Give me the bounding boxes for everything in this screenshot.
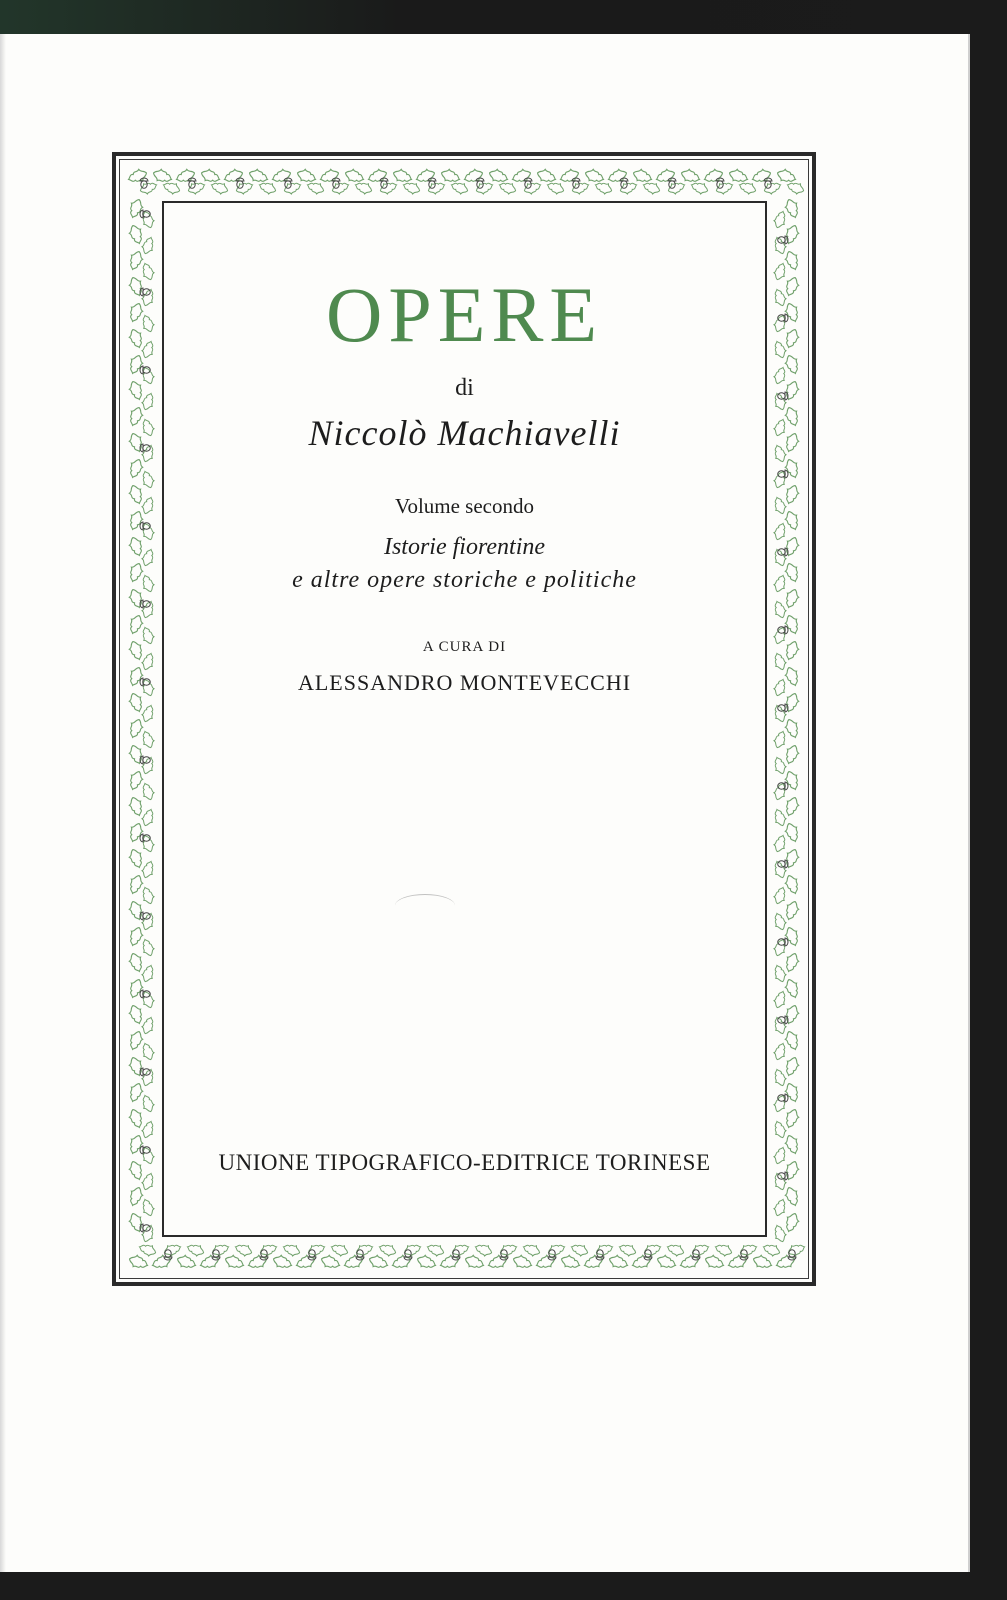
author-name: Niccolò Machiavelli (308, 413, 621, 453)
editor-name: ALESSANDRO MONTEVECCHI (297, 670, 632, 695)
subtitle-line-2: e altre opere storiche e politiche (292, 567, 637, 593)
page-title: OPERE (325, 271, 604, 358)
volume-label: Volume secondo (394, 494, 534, 518)
publisher-name: UNIONE TIPOGRAFICO-EDITRICE TORINESE (218, 1150, 711, 1175)
edited-by-label: A CURA DI (422, 639, 507, 655)
spine-shadow (0, 34, 6, 1572)
connector-text: di (455, 375, 474, 401)
book-top-edge (0, 0, 1007, 34)
paper-smudge (395, 894, 455, 917)
subtitle-line-1: Istorie fiorentine (383, 534, 546, 560)
